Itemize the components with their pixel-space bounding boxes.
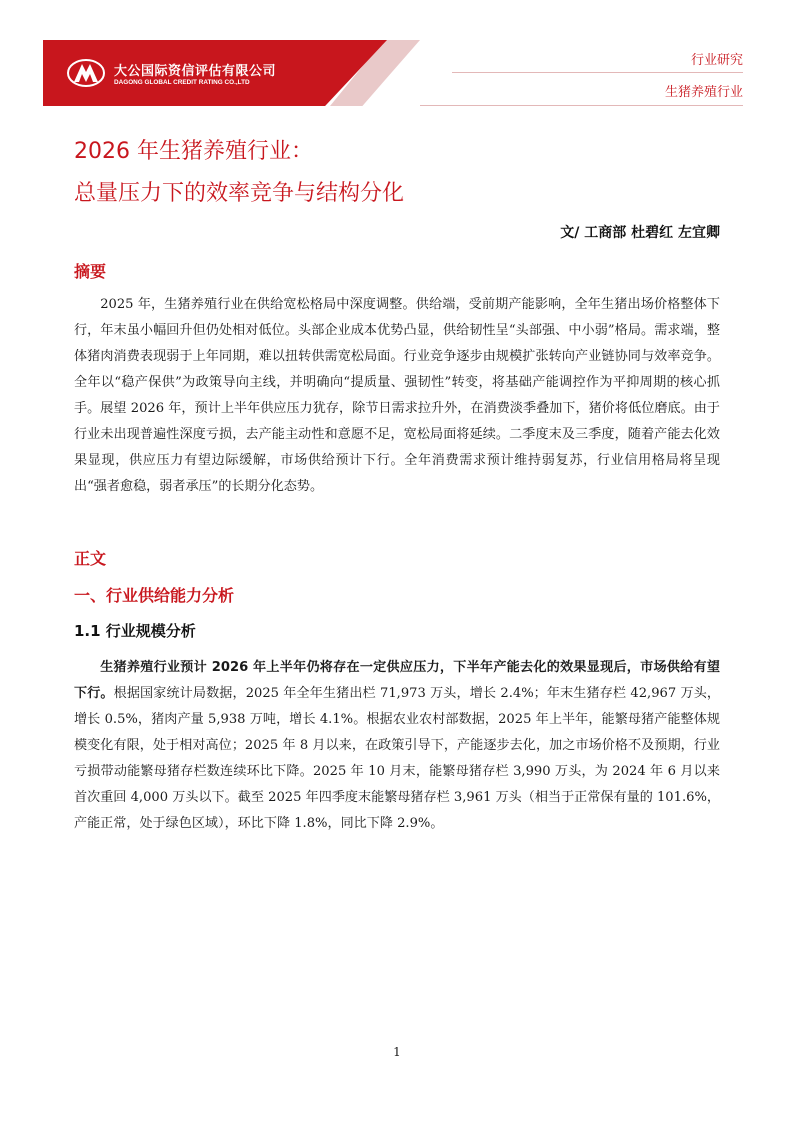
report-title-line1: 2026 年生猪养殖行业： — [74, 139, 313, 164]
authors: 文/ 工商部 杜碧红 左宜卿 — [560, 225, 720, 241]
report-category: 行业研究 — [690, 53, 743, 68]
page-number: 1 — [393, 1045, 401, 1059]
dagong-logo-icon — [66, 58, 106, 88]
header-divider — [452, 72, 743, 73]
abstract-paragraph: 2025 年，生猪养殖行业在供给宽松格局中深度调整。供给端，受前期产能影响，全年生猪出场价格整体下行，年末虽小幅回升但仍处相对低位。头部企业成本优势凸显，供给韧性呈“头部强、中小弱”格局。需求端，整体猪肉消费表现弱于上年同期，难以扭转供需宽松局面。行业竞争逐步由规模扩张转向产业链协同与效率竞争。全年以“稳产保供”为政策导向主线，并明确向“提质量、强韧性”转变，将基础产能调控作为平抑周期的核心抓手。展望 2026 年，预计上半年供应压力犹存，除节日需求拉升外，在消费淡季叠加下，猪价将低位磨底。由于行业未出现普遍性深度亏损，去产能主动性和意愿不足，宽松局面将延续。二季度末及三季度，随着产能去化效果显现，供应压力有望边际缓解，市场供给预计下行。全年消费需求预计维持弱复苏，行业信用格局将呈现出“强者愈稳，弱者承压”的长期分化态势。 — [74, 297, 720, 494]
body-heading: 正文 — [74, 549, 107, 568]
company-name-cn: 大公国际资信评估有限公司 — [114, 64, 277, 79]
abstract-heading: 摘要 — [74, 262, 107, 281]
body-paragraph-text: 根据国家统计局数据，2025 年全年生猪出栏 71,973 万头，增长 2.4%；年末生猪存栏 42,967 万头，增长 0.5%，猪肉产量 5,938 万吨，增长 4.1%。根据农业农村部数据，2025 年上半年，能繁母猪产能整体规模变化有限，处于相对高位；2025 年 8 月以来，在政策引导下，产能逐步去化，加之市场价格不及预期，行业亏损带动能繁母猪存栏数连续环比下降。2025 年 10 月末，能繁母猪存栏 3,990 万头，为 2024 年 6 月以来首次重回 4,000 万头以下。截至 2025 年四季度末能繁母猪存栏 3,961 万头（相当于正常保有量的 101.6%，产能正常，处于绿色区域），环比下降 1.8%，同比下降 2.9%。 — [74, 686, 720, 831]
key-finding: 生猪养殖行业预计 2026 年上半年仍将存在一定供应压力，下半年产能去化的效果显现后，市场供给有望下行。 — [74, 660, 720, 701]
report-title-line2: 总量压力下的效率竞争与结构分化 — [74, 181, 405, 206]
report-industry: 生猪养殖行业 — [664, 85, 743, 100]
subsection-heading-1-1: 1.1 行业规模分析 — [74, 622, 196, 640]
body-paragraph — [74, 655, 720, 837]
section-heading-1: 一、行业供给能力分析 — [74, 586, 235, 605]
header-divider-bottom — [420, 105, 743, 106]
company-name-en: DAGONG GLOBAL CREDIT RATING CO.,LTD — [114, 79, 250, 86]
